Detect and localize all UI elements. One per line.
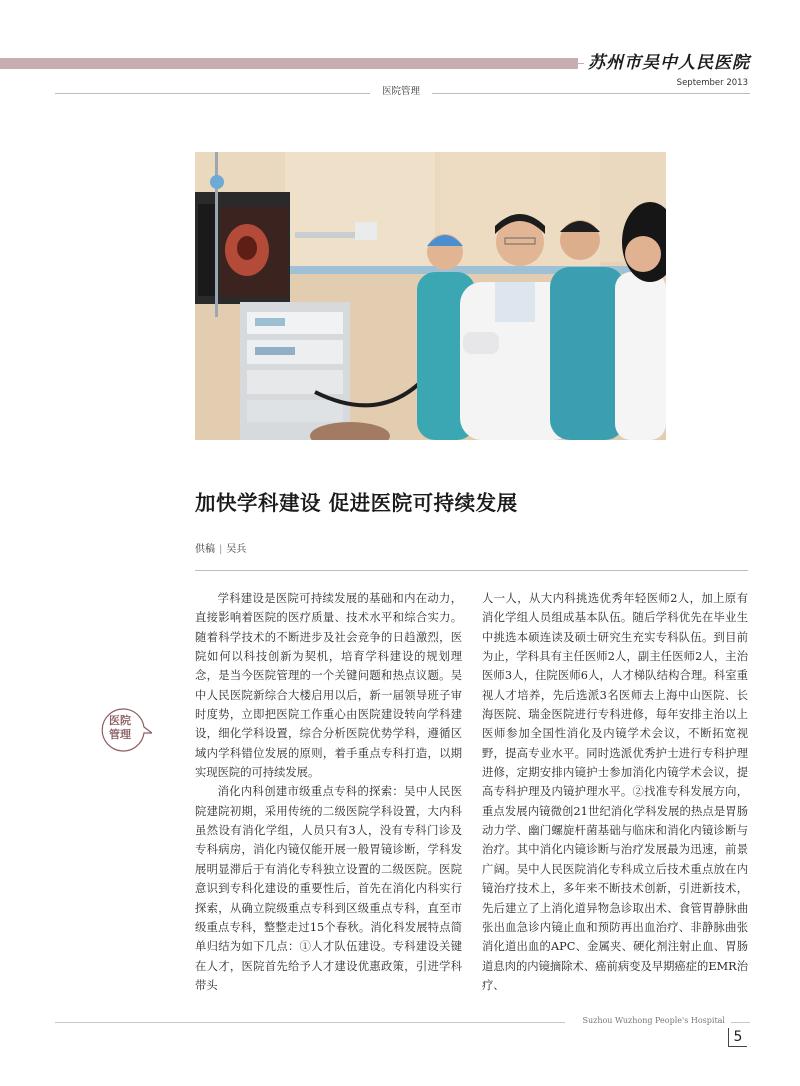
paragraph: 人一人，从大内科挑选优秀年轻医师2人，加上原有消化学组人员组成基本队伍。随后学科优先在毕业生中挑选本硕连读及硕士研究生充实专科队伍。到目前为止，学科具有主任医师2人，副主任医师2人，主治医师3人，住院医师6人，人才梯队结构合理。科室重视人才培养，先后选派3名医师去上海中山医院、长海医院、瑞金医院进行专科进修，每年安排主治以上医师参加全国性消化及内镜学术会议，不断拓宽视野，提高专业水平。同时选派优秀护士进行专科护理进修，定期安排内镜护士参加消化内镜学术会议，提高专科护理及内镜护理水平。②找准专科发展方向，重点发展内镜微创21世纪消化学科发展的热点是胃肠动力学、幽门螺旋杆菌基础与临床和消化内镜诊断与治疗。其中消化内镜诊断与治疗发展最为迅速，前景广阔。吴中人民医院消化专科成立后技术重点放在内镜治疗技术上，多年来不断技术创新，引进新技术，先后建立了上消化道异物急诊取出术、食管胃静脉曲张出血急诊内镜止血和预防再出血治疗、非静脉曲张消化道出血的APC、金属夹、硬化剂注射止血、胃肠道息肉的内镜摘除术、癌前病变及早期癌症的EMR治疗、 <box>482 592 748 992</box>
section-badge-label <box>103 714 137 742</box>
author-name: 吴兵 <box>226 544 247 555</box>
byline-separator: | <box>219 544 223 555</box>
footer-hospital-name: Suzhou Wuzhong People's Hospital <box>565 1014 731 1028</box>
body-column-left <box>195 589 462 995</box>
paragraph: 消化内科创建市级重点专科的探索：吴中人民医院建院初期，采用传统的二级医院学科设置，大内科虽然设有消化学组，人员只有3人，没有专科门诊及专科病房，消化内镜仅能开展一般胃镜诊断，学科发展明显滞后于有消化专科独立设置的二级医院。医院意识到专科化建设的重要性后，首先在消化内科实行探索，从确立院级重点专科到区级重点专科，直至市级重点专科，整整走过15个春秋。消化科发展特点简单归结为如下几点：①人才队伍建设。专科建设关键在人才，医院首先给予人才建设优惠政策，引进学科带头 <box>195 785 462 992</box>
paragraph: 学科建设是医院可持续发展的基础和内在动力，直接影响着医院的医疗质量、技术水平和综合实力。随着科学技术的不断进步及社会竞争的日趋激烈，医院如何以科技创新为契机，培育学科建设的规划理念，是当今医院管理的一个关键问题和热点议题。吴中人民医院新综合大楼启用以后，新一届领导班子审时度势，立即把医院工作重心由医院建设转向学科建设，细化学科设置，综合分析医院优势学科，遵循区域内学科错位发展的原则，着手重点专科打造，以期实现医院的可持续发展。 <box>195 592 462 780</box>
byline-label: 供稿 <box>195 544 215 555</box>
article-title: 加快学科建设 促进医院可持续发展 <box>195 491 518 515</box>
title-rule <box>195 570 748 571</box>
issue-date: September 2013 <box>676 78 748 88</box>
badge-line-1: 医院 <box>109 714 131 727</box>
body-column-right <box>482 589 748 995</box>
endoscopy-procedure-photo <box>195 152 666 440</box>
page-number: 5 <box>728 1028 747 1047</box>
section-label: 医院管理 <box>370 83 432 101</box>
badge-line-2: 管理 <box>109 728 131 741</box>
byline <box>195 540 246 555</box>
header-bar-tail <box>578 63 584 64</box>
header-color-bar <box>0 58 578 69</box>
hospital-name: 苏州市吴中人民医院 <box>588 53 750 73</box>
